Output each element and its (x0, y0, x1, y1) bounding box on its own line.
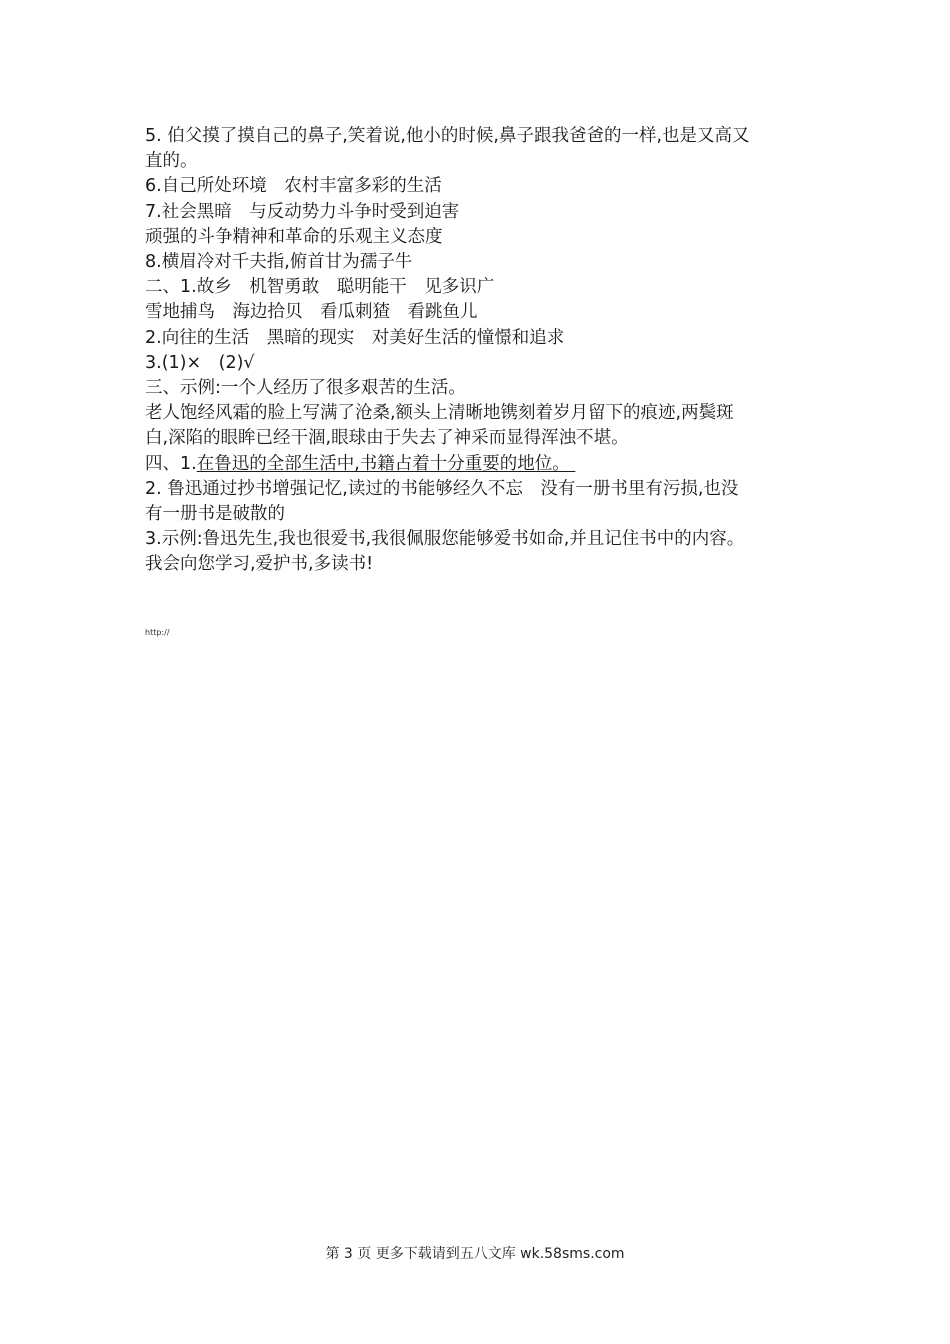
section-3-example-line-1: 老人饱经风霜的脸上写满了沧桑,额头上清晰地镌刻着岁月留下的痕迹,两鬓斑 (145, 403, 734, 424)
answer-line-7: 7.社会黑暗 与反动势力斗争时受到迫害 (145, 201, 460, 222)
section-2-line-3: 3.(1)× (2)√ (145, 352, 255, 373)
section-4-line-3: 3.示例:鲁迅先生,我也很爱书,我很佩服您能够爱书如命,并且记住书中的内容。 (145, 529, 745, 550)
answer-line-6: 6.自己所处环境 农村丰富多彩的生活 (145, 176, 442, 197)
section-4-line-2-cont: 有一册书是破散的 (145, 504, 285, 525)
section-4-underlined-answer: 在鲁迅的全部生活中,书籍占着十分重要的地位。 (196, 453, 576, 474)
section-3-line: 三、示例:一个人经历了很多艰苦的生活。 (145, 378, 466, 399)
section-4-line-2: 2. 鲁迅通过抄书增强记忆,读过的书能够经久不忘 没有一册书里有污损,也没 (145, 478, 739, 499)
section-3-example-line-2: 白,深陷的眼眸已经干涸,眼球由于失去了神采而显得浑浊不堪。 (145, 428, 629, 449)
section-4-line-3-cont: 我会向您学习,爱护书,多读书! (145, 554, 374, 575)
answer-line-8: 8.横眉冷对千夫指,俯首甘为孺子牛 (145, 252, 413, 273)
answer-line-7-cont: 顽强的斗争精神和革命的乐观主义态度 (145, 226, 443, 247)
answer-line-5: 5. 伯父摸了摸自己的鼻子,笑着说,他小的时候,鼻子跟我爸爸的一样,也是又高又 (145, 126, 750, 146)
answer-text-block (145, 124, 815, 578)
answer-line-5-cont: 直的。 (145, 151, 198, 172)
section-2-line-1-cont: 雪地捕鸟 海边拾贝 看瓜刺猹 看跳鱼儿 (145, 302, 478, 323)
section-4-prefix: 四、1. (145, 453, 197, 474)
url-text: http:// (145, 628, 170, 637)
section-2-line-1: 二、1.故乡 机智勇敢 聪明能干 见多识广 (145, 277, 495, 298)
section-4-line-1 (145, 452, 815, 477)
section-2-line-2: 2.向往的生活 黑暗的现实 对美好生活的憧憬和追求 (145, 327, 565, 348)
page-footer: 第 3 页 更多下载请到五八文库 wk.58sms.com (325, 1246, 625, 1262)
